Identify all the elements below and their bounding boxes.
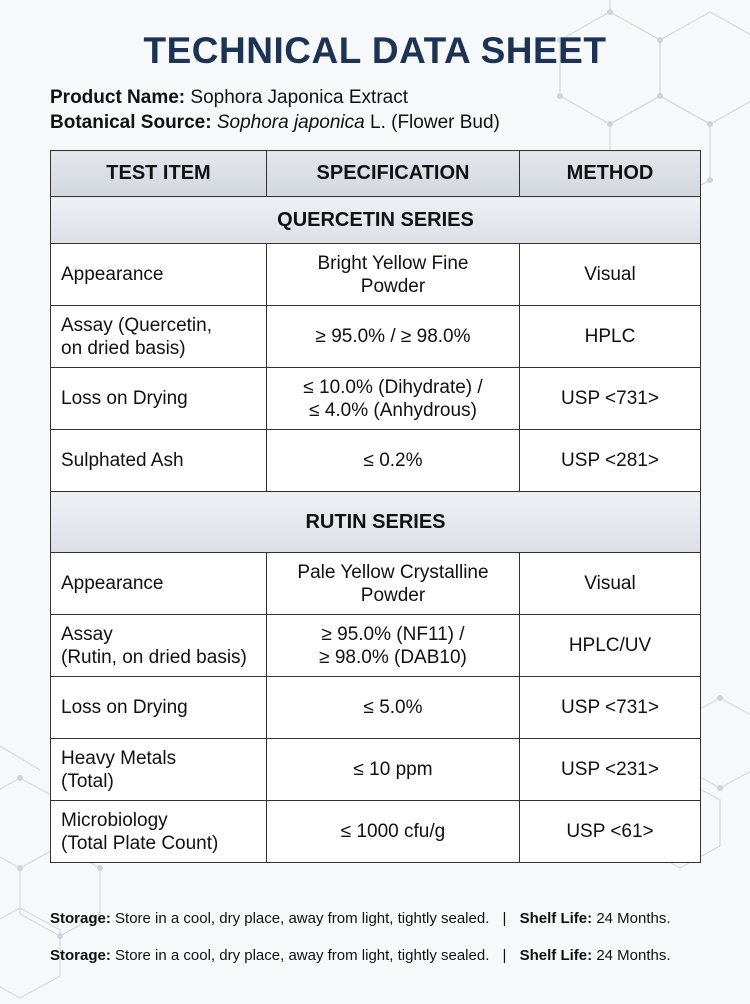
cell-text-line: ≤ 1000 cfu/g [340,821,446,842]
specification-cell [267,739,520,801]
table-row [51,368,701,430]
cell-text-line: Sulphated Ash [61,450,184,471]
botanical-source-line [50,111,500,135]
storage-note [50,910,671,927]
cell-text-line: Appearance [61,573,164,594]
test-item-cell [51,306,267,368]
cell-text-line: ≥ 98.0% (DAB10) [319,646,467,668]
specification-cell [267,801,520,863]
test-item-cell [51,430,267,492]
section-header-row [51,492,701,553]
table-header-row [51,151,701,197]
method-cell: USP <731> [520,677,701,739]
cell-text-line: Powder [360,584,426,606]
cell-text-line: ≤ 5.0% [363,697,423,718]
section-title: RUTIN SERIES [51,492,701,553]
storage-label: Storage: [50,947,111,964]
cell-text-line: Heavy Metals [61,747,177,769]
table-row [51,739,701,801]
cell-text-line: (Total) [61,770,114,792]
method-cell: USP <231> [520,739,701,801]
cell-text-line: Pale Yellow Crystalline [297,561,489,583]
test-item-cell [51,368,267,430]
test-item-cell [51,677,267,739]
botanical-source-part: L. (Flower Bud) [370,112,500,133]
specification-cell [267,244,520,306]
storage-label: Storage: [50,910,111,927]
cell-text-line: Microbiology [61,809,168,831]
test-item-cell [51,739,267,801]
method-cell: USP <61> [520,801,701,863]
footer-separator: | [502,910,507,927]
method-cell: Visual [520,553,701,615]
cell-text-line: on dried basis) [61,337,186,359]
cell-text-line: ≥ 95.0% (NF11) / [321,623,465,645]
column-header-test-item: TEST ITEM [51,151,267,197]
method-cell: HPLC [520,306,701,368]
cell-text-line: Assay [61,623,113,645]
botanical-source-label: Botanical Source: [50,112,212,133]
cell-text-line: ≥ 95.0% / ≥ 98.0% [315,326,471,347]
cell-text-line: Appearance [61,264,164,285]
cell-text-line: Powder [360,275,426,297]
table-row [51,306,701,368]
product-name-value: Sophora Japonica Extract [190,87,408,108]
table-row [51,244,701,306]
cell-text-line: Loss on Drying [61,388,188,409]
cell-text-line: Assay (Quercetin, [61,314,212,336]
product-name-line [50,86,408,110]
cell-text-line: ≤ 10.0% (Dihydrate) / [303,376,483,398]
method-cell: Visual [520,244,701,306]
cell-text-line: Bright Yellow Fine [317,252,469,274]
test-item-cell [51,553,267,615]
specification-cell [267,677,520,739]
shelf-life-text: 24 Months. [596,947,671,964]
table-row [51,677,701,739]
specification-cell [267,306,520,368]
storage-text: Store in a cool, dry place, away from light, tightly sealed. [115,947,490,964]
shelf-life-text: 24 Months. [596,910,671,927]
column-header-specification: SPECIFICATION [267,151,520,197]
storage-text: Store in a cool, dry place, away from light, tightly sealed. [115,910,490,927]
specification-cell [267,553,520,615]
cell-text-line: ≤ 4.0% (Anhydrous) [309,399,477,421]
section-title: QUERCETIN SERIES [51,197,701,244]
specification-cell [267,368,520,430]
column-header-method: METHOD [520,151,701,197]
cell-text-line: (Total Plate Count) [61,832,219,854]
page-title: TECHNICAL DATA SHEET [143,30,607,71]
test-item-cell [51,615,267,677]
table-row [51,801,701,863]
shelf-life-label: Shelf Life: [519,910,593,927]
test-item-cell [51,801,267,863]
table-row [51,615,701,677]
shelf-life-label: Shelf Life: [519,947,593,964]
table-row [51,553,701,615]
cell-text-line: ≤ 0.2% [363,450,423,471]
storage-note [50,947,671,964]
product-name-label: Product Name: [50,87,186,108]
specification-table [50,150,701,863]
specification-cell [267,430,520,492]
method-cell: HPLC/UV [520,615,701,677]
botanical-source-species: Sophora japonica [216,112,365,133]
table-row [51,430,701,492]
method-cell: USP <281> [520,430,701,492]
section-header-row [51,197,701,244]
cell-text-line: ≤ 10 ppm [353,759,433,780]
test-item-cell [51,244,267,306]
footer-separator: | [502,947,507,964]
method-cell: USP <731> [520,368,701,430]
cell-text-line: Loss on Drying [61,697,188,718]
cell-text-line: (Rutin, on dried basis) [61,646,247,668]
specification-cell [267,615,520,677]
